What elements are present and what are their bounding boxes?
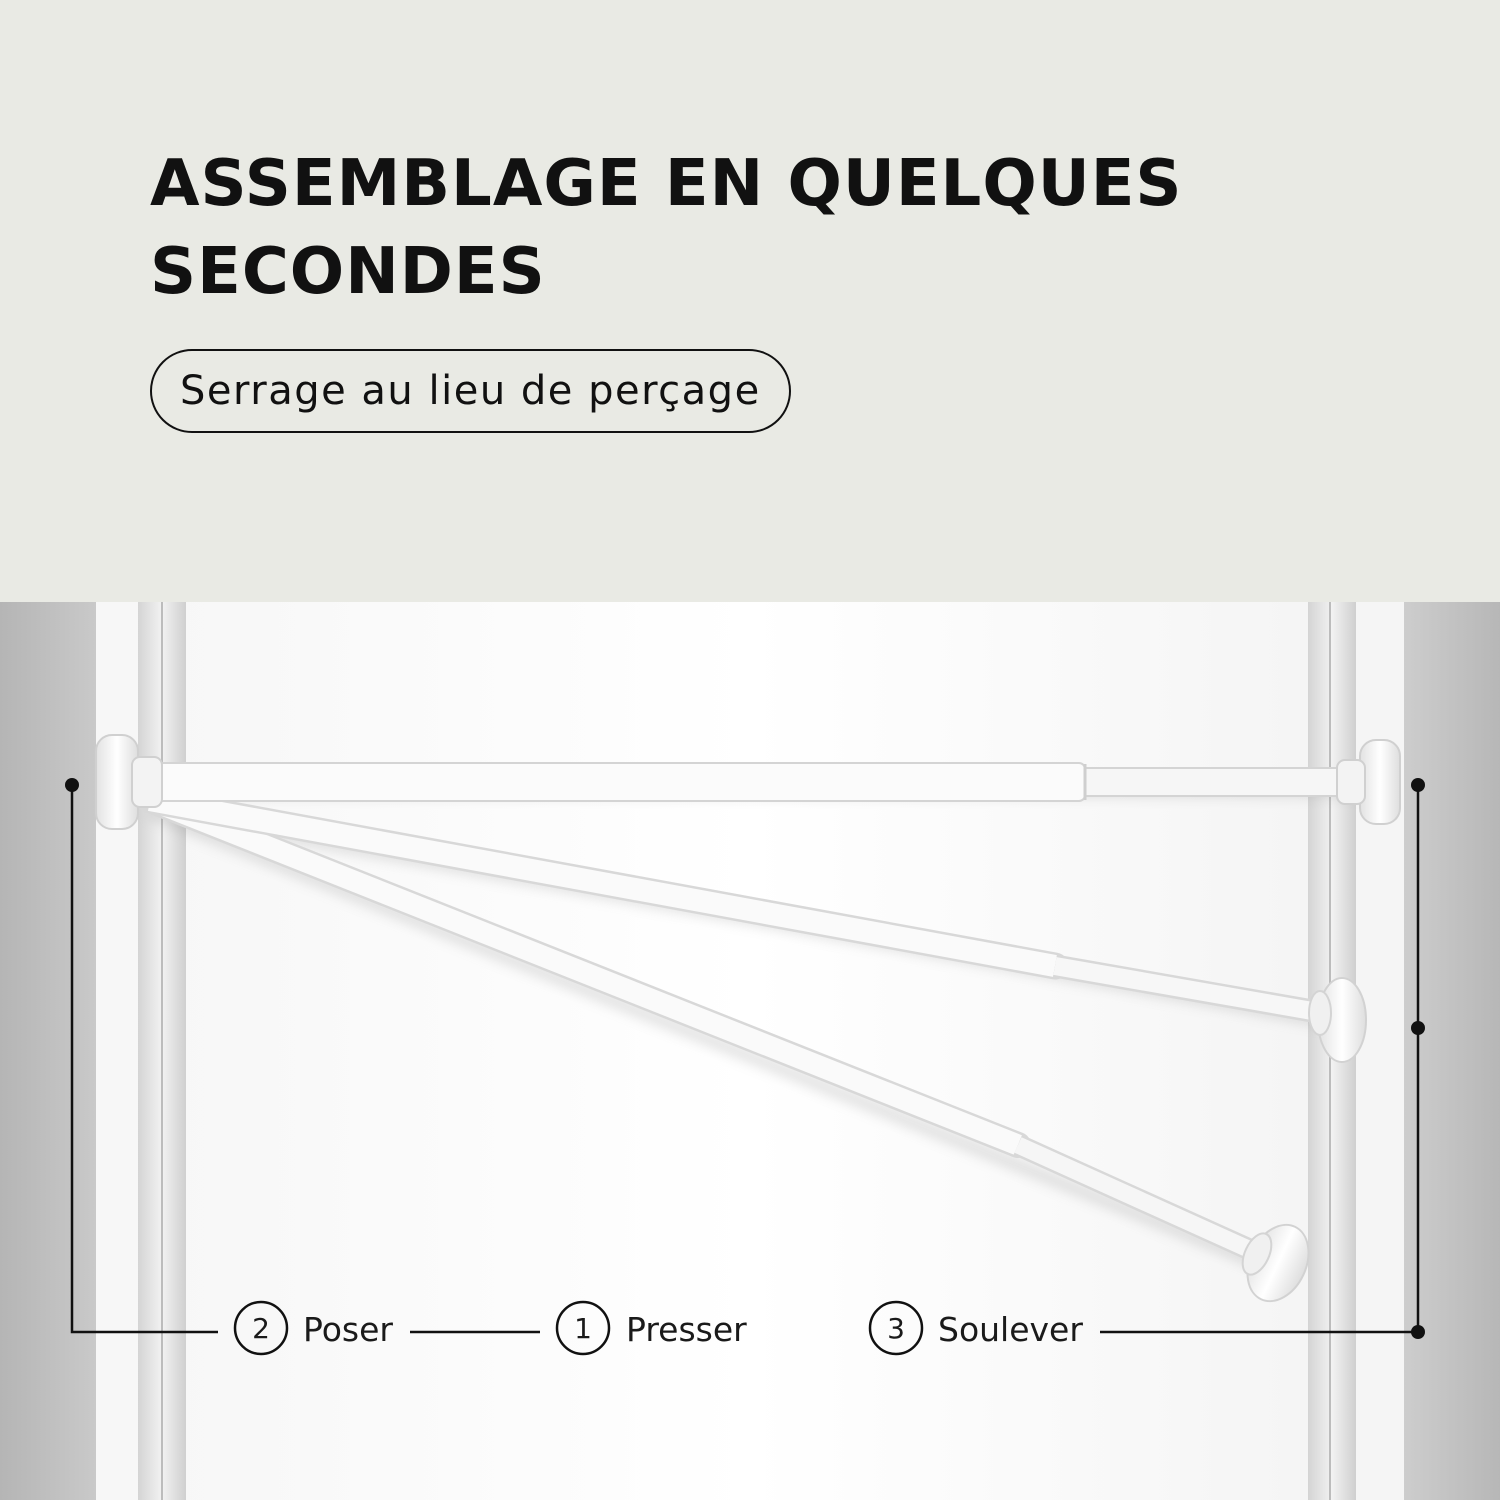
rod-illustration	[0, 602, 1500, 1500]
feature-badge: Serrage au lieu de perçage	[150, 349, 791, 433]
step-number: 1	[574, 1312, 592, 1345]
page-title	[150, 140, 1350, 316]
step-label: Presser	[626, 1310, 747, 1349]
step-number: 2	[252, 1312, 270, 1345]
step-label: Soulever	[938, 1310, 1083, 1349]
step-number: 3	[887, 1312, 905, 1345]
header-panel	[0, 0, 1500, 602]
installation-diagram	[0, 602, 1500, 1500]
left-wall	[0, 602, 96, 1500]
title-line-2: SECONDES	[150, 235, 546, 309]
right-frame-edge	[1356, 602, 1404, 1500]
title-line-1: ASSEMBLAGE EN QUELQUES	[150, 147, 1183, 221]
step-label: Poser	[303, 1310, 393, 1349]
